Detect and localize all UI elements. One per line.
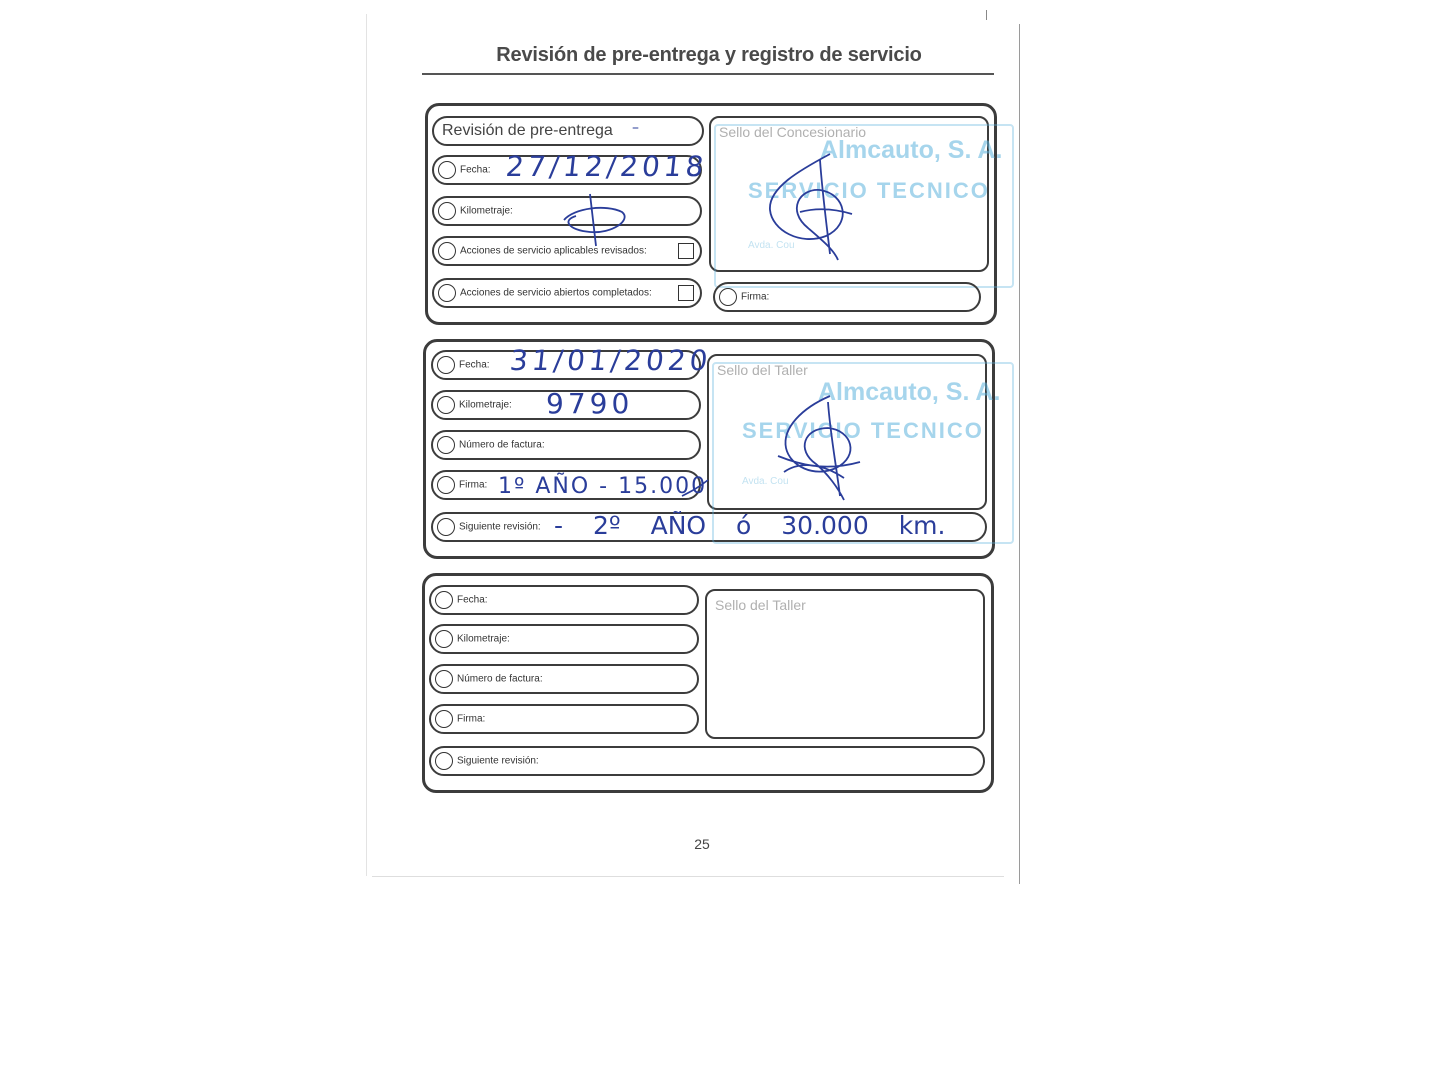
service-1-fecha-radio-circle[interactable]: [437, 356, 455, 374]
dealer-stamp-border: [714, 124, 1014, 288]
service-1-siguiente-handwritten: - 2º AÑO ó 30.000 km.: [554, 511, 946, 540]
acciones-completados-field[interactable]: [432, 278, 702, 308]
service-1-factura-label: Número de factura:: [459, 439, 545, 451]
service-1-stamp-company: Almcauto, S. A.: [818, 378, 1001, 406]
kilometraje-radio-circle[interactable]: [438, 202, 456, 220]
service-1-firma-label: Firma:: [459, 479, 488, 491]
service-1-factura-field[interactable]: [431, 430, 701, 460]
workshop-signature: [768, 392, 868, 504]
title-divider: [422, 73, 994, 75]
service-2-factura-radio-circle[interactable]: [435, 670, 453, 688]
acciones-completados-checkbox[interactable]: [678, 285, 694, 301]
page-number: 25: [694, 836, 710, 852]
service-1-kilometraje-radio-circle[interactable]: [437, 396, 455, 414]
scan-mark: [986, 10, 987, 20]
fecha-label: Fecha:: [460, 164, 491, 176]
kilometraje-label: Kilometraje:: [460, 205, 513, 217]
acciones-completados-radio-circle[interactable]: [438, 284, 456, 302]
dealer-stamp-address: Avda. Cou: [748, 240, 795, 251]
acciones-revisados-label: Acciones de servicio aplicables revisados:: [460, 245, 647, 257]
service-2-siguiente-label: Siguiente revisión:: [457, 755, 539, 767]
pre-delivery-header-label: Revisión de pre-entrega: [442, 122, 613, 139]
pre-delivery-fecha-handwritten: 27/12/2018: [504, 150, 710, 183]
pre-delivery-header: [432, 116, 704, 146]
service-2-factura-field[interactable]: [429, 664, 699, 694]
service-1-siguiente-radio-circle[interactable]: [437, 518, 455, 536]
service-1-firma-radio-circle[interactable]: [437, 476, 455, 494]
service-1-kilometraje-handwritten: 9790: [546, 387, 634, 420]
service-2-kilometraje-label: Kilometraje:: [457, 633, 510, 645]
acciones-revisados-radio-circle[interactable]: [438, 242, 456, 260]
service-2-firma-radio-circle[interactable]: [435, 710, 453, 728]
page-left-edge: [366, 14, 367, 876]
firma-underline-stroke: [680, 478, 710, 500]
service-2-firma-label: Firma:: [457, 713, 486, 725]
service-2-fecha-label: Fecha:: [457, 594, 488, 606]
service-2-siguiente-radio-circle[interactable]: [435, 752, 453, 770]
service-2-fecha-radio-circle[interactable]: [435, 591, 453, 609]
page-bottom-edge: [372, 876, 1004, 877]
service-2-fecha-field[interactable]: [429, 585, 699, 615]
service-2-siguiente-field[interactable]: [429, 746, 985, 776]
acciones-completados-label: Acciones de servicio abiertos completados:: [460, 287, 652, 299]
service-1-factura-radio-circle[interactable]: [437, 436, 455, 454]
dealer-firma-label: Firma:: [741, 291, 770, 303]
service-2-stamp-label: Sello del Taller: [715, 597, 806, 613]
service-2-kilometraje-field[interactable]: [429, 624, 699, 654]
service-1-stamp-address: Avda. Cou: [742, 476, 789, 487]
fecha-radio-circle[interactable]: [438, 161, 456, 179]
service-1-siguiente-label: Siguiente revisión:: [459, 521, 541, 533]
dealer-stamp-label: Sello del Concesionario: [719, 124, 867, 140]
service-1-firma-handwritten: 1º AÑO - 15.000: [498, 474, 708, 499]
service-2-firma-field[interactable]: [429, 704, 699, 734]
service-2-factura-label: Número de factura:: [457, 673, 543, 685]
dealer-stamp-company: Almcauto, S. A.: [820, 136, 1003, 164]
service-2-stamp-box: [705, 589, 985, 739]
service-1-fecha-label: Fecha:: [459, 359, 490, 371]
dealer-firma-radio-circle[interactable]: [719, 288, 737, 306]
service-2-kilometraje-radio-circle[interactable]: [435, 630, 453, 648]
page-right-edge: [1019, 24, 1020, 884]
dealer-firma-field[interactable]: [713, 282, 981, 312]
service-1-stamp-label: Sello del Taller: [717, 362, 808, 378]
service-1-fecha-handwritten: 31/01/2020: [508, 344, 714, 377]
pre-delivery-initials-signature: [556, 190, 636, 250]
handwritten-dash: –: [632, 120, 639, 136]
dealer-stamp-department: SERVICIO TECNICO: [748, 178, 990, 203]
service-1-stamp-department: SERVICIO TECNICO: [742, 418, 984, 443]
page-title: Revisión de pre-entrega y registro de servicio: [496, 44, 922, 66]
acciones-revisados-checkbox[interactable]: [678, 243, 694, 259]
service-1-kilometraje-label: Kilometraje:: [459, 399, 512, 411]
dealer-signature: [760, 150, 860, 265]
